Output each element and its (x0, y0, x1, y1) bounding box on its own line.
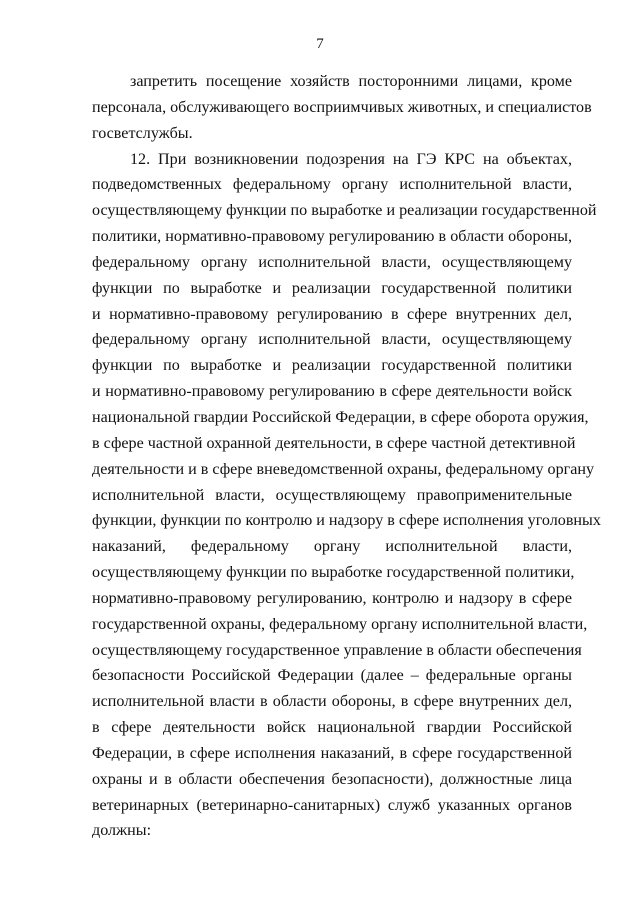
text-line: политики, нормативно-правовому регулированию в области обороны, (92, 228, 572, 246)
text-line: подведомственных федеральному органу исполнительной власти, (92, 176, 572, 194)
text-line: наказаний, федеральному органу исполнительной власти, (92, 538, 572, 556)
text-line: безопасности Российской Федерации (далее – федеральные органы (92, 667, 572, 685)
text-line: функции, функции по контролю и надзору в сфере исполнения уголовных (92, 512, 601, 530)
text-line: исполнительной власти, осуществляющему правоприменительные (92, 486, 572, 504)
text-line: и нормативно-правовому регулированию в сфере деятельности войск (92, 383, 572, 401)
text-line: функции по выработке и реализации государственной политики (92, 357, 572, 375)
text-line: национальной гвардии Российской Федерации, в сфере оборота оружия, (92, 408, 589, 426)
text-line: в сфере деятельности войск национальной гвардии Российской (92, 719, 572, 737)
text-line: Федерации, в сфере исполнения наказаний, в сфере государственной (92, 744, 572, 762)
text-line: госветслужбы. (92, 124, 193, 142)
text-line: должны: (92, 822, 152, 840)
text-line: исполнительной власти в области обороны, в сфере внутренних дел, (92, 693, 572, 711)
text-line: и нормативно-правовому регулированию в сфере внутренних дел, (92, 305, 572, 323)
text-line: персонала, обслуживающего восприимчивых животных, и специалистов (92, 98, 592, 116)
text-line: охраны и в области обеспечения безопасности), должностные лица (92, 770, 572, 788)
text-line: запретить посещение хозяйств посторонними лицами, кроме (130, 73, 572, 90)
document-body (92, 69, 601, 844)
text-line: федеральному органу исполнительной власти, осуществляющему (92, 331, 572, 349)
page-number: 7 (316, 36, 324, 52)
text-line: государственной охраны, федеральному органу исполнительной власти, (92, 615, 588, 633)
text-line: федеральному органу исполнительной власти, осуществляющему (92, 253, 572, 271)
text-line: осуществляющему государственное управление в области обеспечения (92, 641, 582, 659)
text-line: осуществляющему функции по выработке и реализации государственной (92, 202, 597, 220)
text-line: ветеринарных (ветеринарно-санитарных) служб указанных органов (92, 796, 572, 814)
text-line: 12. При возникновении подозрения на ГЭ КРС на объектах, (130, 150, 572, 168)
text-line: в сфере частной охранной деятельности, в сфере частной детективной (92, 434, 576, 452)
text-line: функции по выработке и реализации государственной политики (92, 279, 572, 297)
text-line: деятельности и в сфере вневедомственной охраны, федеральному органу (92, 460, 595, 478)
text-line: нормативно-правовому регулированию, контролю и надзору в сфере (92, 589, 572, 607)
text-line: осуществляющему функции по выработке государственной политики, (92, 564, 575, 582)
